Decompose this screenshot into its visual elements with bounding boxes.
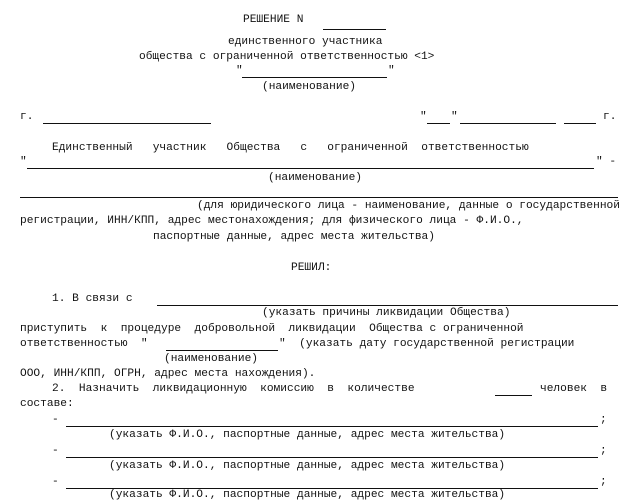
document-subtitle-2: общества с ограниченной ответственностью <1>: [139, 51, 435, 63]
date-quote-close: ": [451, 111, 458, 123]
company-name-field-2[interactable]: [166, 350, 278, 351]
item1-line5: ООО, ИНН/КПП, ОГРН, адрес места нахождения).: [20, 368, 316, 380]
item1-line3a: ответственностью ": [20, 338, 148, 350]
participant-intro: Единственный участник Общества с ограниченной ответственностью: [52, 142, 529, 154]
item2-line2: составе:: [20, 398, 74, 410]
member-3-end: ;: [600, 476, 607, 488]
item2-start: 2. Назначить ликвидационную комиссию в количестве: [52, 383, 415, 395]
item1-start: 1. В связи с: [52, 293, 133, 305]
member-2-dash: -: [52, 445, 59, 457]
company-name-field[interactable]: [242, 77, 387, 78]
company-name-hint: (наименование): [262, 81, 356, 93]
member-2-hint: (указать Ф.И.О., паспортные данные, адрес места жительства): [109, 460, 506, 472]
city-field[interactable]: [43, 123, 211, 124]
item1-line2: приступить к процедуре добровольной ликвидации Общества с ограниченной: [20, 323, 524, 335]
member-1-field[interactable]: [66, 426, 598, 427]
member-1-end: ;: [600, 414, 607, 426]
liquidation-reason-hint: (указать причины ликвидации Общества): [262, 307, 511, 319]
decision-number-field[interactable]: [323, 29, 386, 30]
member-3-dash: -: [52, 476, 59, 488]
member-2-field[interactable]: [66, 457, 598, 458]
item2-end: человек в: [540, 383, 608, 395]
participant-details-field[interactable]: [20, 197, 618, 198]
quote-close: ": [388, 65, 395, 77]
document-title: РЕШЕНИЕ N: [243, 14, 304, 26]
participant-hint-1: (для юридического лица - наименование, данные о государственной: [197, 200, 620, 212]
year-field[interactable]: [564, 123, 596, 124]
company-name-hint-2: (наименование): [164, 353, 258, 365]
date-quote-open: ": [420, 111, 427, 123]
decision-heading: РЕШИЛ:: [291, 262, 332, 274]
participant-hint-3: паспортные данные, адрес места жительства): [153, 231, 435, 243]
participant-name-hint: (наименование): [268, 172, 362, 184]
member-2-end: ;: [600, 445, 607, 457]
member-1-hint: (указать Ф.И.О., паспортные данные, адрес места жительства): [109, 429, 506, 441]
member-3-hint: (указать Ф.И.О., паспортные данные, адрес места жительства): [109, 489, 506, 501]
document-subtitle-1: единственного участника: [228, 36, 383, 48]
participant-hint-2: регистрации, ИНН/КПП, адрес местонахождения; для физического лица - Ф.И.О.,: [20, 215, 524, 227]
member-1-dash: -: [52, 414, 59, 426]
quote-open: ": [236, 65, 243, 77]
year-suffix: г.: [603, 111, 617, 123]
month-field[interactable]: [460, 123, 556, 124]
participant-quote-open: ": [20, 156, 27, 168]
commission-count-field[interactable]: [495, 395, 532, 396]
city-prefix: г.: [20, 111, 34, 123]
day-field[interactable]: [427, 123, 450, 124]
participant-quote-close: " -: [596, 156, 617, 168]
item1-line3b: " (указать дату государственной регистрации: [279, 338, 575, 350]
participant-name-field[interactable]: [27, 168, 594, 169]
